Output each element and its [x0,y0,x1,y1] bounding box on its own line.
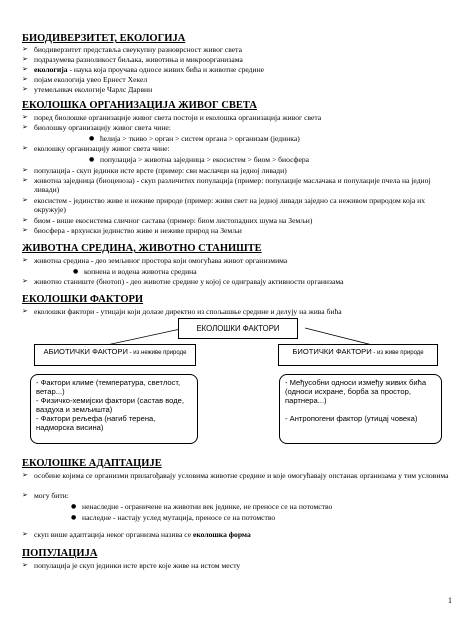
sub-bullet: ● ћелија > ткиво > орган > систем органа > организам (јединка) [100,134,474,143]
biotic-title: БИОТИЧКИ ФАКТОРИ [292,347,372,356]
heading-environment: ЖИВОТНА СРЕДИНА, ЖИВОТНО СТАНИШТЕ [22,243,262,254]
abiotic-item: - Фактори климе (температура, светлост, ветар...) [36,378,181,396]
bullet: ➢ подразумева разноликост биљака, животиња и микроорганизама [34,55,454,64]
abiotic-header-box [34,344,196,366]
bullet: ➢ еколошки фактори - утицаји који долазе директно из спољашње средине и делују на жива бића [34,307,454,316]
biotic-list-box [279,374,442,444]
biotic-header-box [278,344,438,366]
bullet-text: - наука која проучава односе живих бића и животне средине [69,65,264,74]
heading-eco-factors: ЕКОЛОШКИ ФАКТОРИ [22,294,144,305]
bold-term: еколошка форма [193,530,251,539]
bullet: ➢ екосистем - јединство живе и неживе природе (пример: живи свет на једној ливади заједно са неживом природом која их окружује) [34,196,454,214]
bullet: ➢ утемељивач екологије Чарлс Дарвин [34,85,454,94]
center-factors-box: ЕКОЛОШКИ ФАКТОРИ [178,318,298,339]
heading-biodiversity: БИОДИВЕРЗИТЕТ, ЕКОЛОГИЈА [22,33,186,44]
bullet: ➢ животна средина - део земљиног простора који омогућава живот организмима [34,256,454,265]
page-number: 1 [448,596,452,605]
biotic-note: - из живе природе [371,350,424,356]
sub-bullet: ● популација > животна заједница > екосистем > биом > биосфера [100,155,474,164]
bullet [34,530,454,539]
bullet: ➢ биодиверзитет представља свеукупну разноврсност живог света [34,45,454,54]
abiotic-title: АБИОТИЧКИ ФАКТОРИ [43,347,128,356]
bullet: ➢ животна заједница (биоценоза) - скуп различитих популација (пример: популације маслачака и популације пчела на једној ливади) [34,176,454,194]
biotic-item: - Антропогени фактор (утицај човека) [285,414,418,423]
abiotic-note: - из неживе природе [127,350,187,356]
bullet: ➢ биом - више екосистема сличног састава (пример: биом листопадних шума на Земљи) [34,216,454,225]
bullet: ➢ животно станиште (биотоп) - део животне средине у којој се одигравају активности организама [34,277,454,286]
bullet: ➢ појам екологија увео Ернест Хекел [34,75,454,84]
abiotic-item: - Физичко-хемијски фактори (састав воде, ваздуха и земљишта) [36,396,184,414]
bullet: ➢ поред биолошке организације живог света постоји и еколошка организација живог света [34,113,454,122]
bullet: ➢ биолошку организацију живог света чине: [34,123,454,132]
biotic-item: - Међусобни односи између живих бића (односи исхране, борба за простор, партнера...) [285,378,427,405]
bold-term: екологија [34,65,68,74]
abiotic-list-box [30,374,198,444]
bullet: ➢ биосфера - врхунски јединство живе и неживе природ на Земљи [34,226,454,235]
sub-bullet: ● наследне - настају услед мутација, преносе се на потомство [82,513,462,522]
heading-population: ПОПУЛАЦИЈА [22,548,98,559]
bullet: ➢ особине којима се организми прилагођавају условима животне средине и које омогућавају опстанак организама у тим условима [34,471,454,480]
bullet: ➢ еколошку организацију живог света чине: [34,144,454,153]
bullet: ➢ популација - скуп јединки исте врсте (пример: сви маслачци на једној ливади) [34,166,454,175]
sub-bullet: ● ненаследне - ограничене на животни век јединке, не преносе се на потомство [82,502,462,511]
sub-bullet: ● копнена и водена животна средина [84,267,464,276]
abiotic-item: - Фактори рељефа (нагиб терена, надморска висина) [36,414,156,432]
bullet: ➢ могу бити: [34,491,454,500]
bullet: ➢ популација је скуп јединки исте врсте које живе на истом месту [34,561,454,570]
heading-adaptations: ЕКОЛОШКЕ АДАПТАЦИЈЕ [22,458,162,469]
bullet-text: скуп више адаптација неког организма назива се [34,530,193,539]
heading-eco-organization: ЕКОЛОШКА ОРГАНИЗАЦИЈА ЖИВОГ СВЕТА [22,100,257,111]
